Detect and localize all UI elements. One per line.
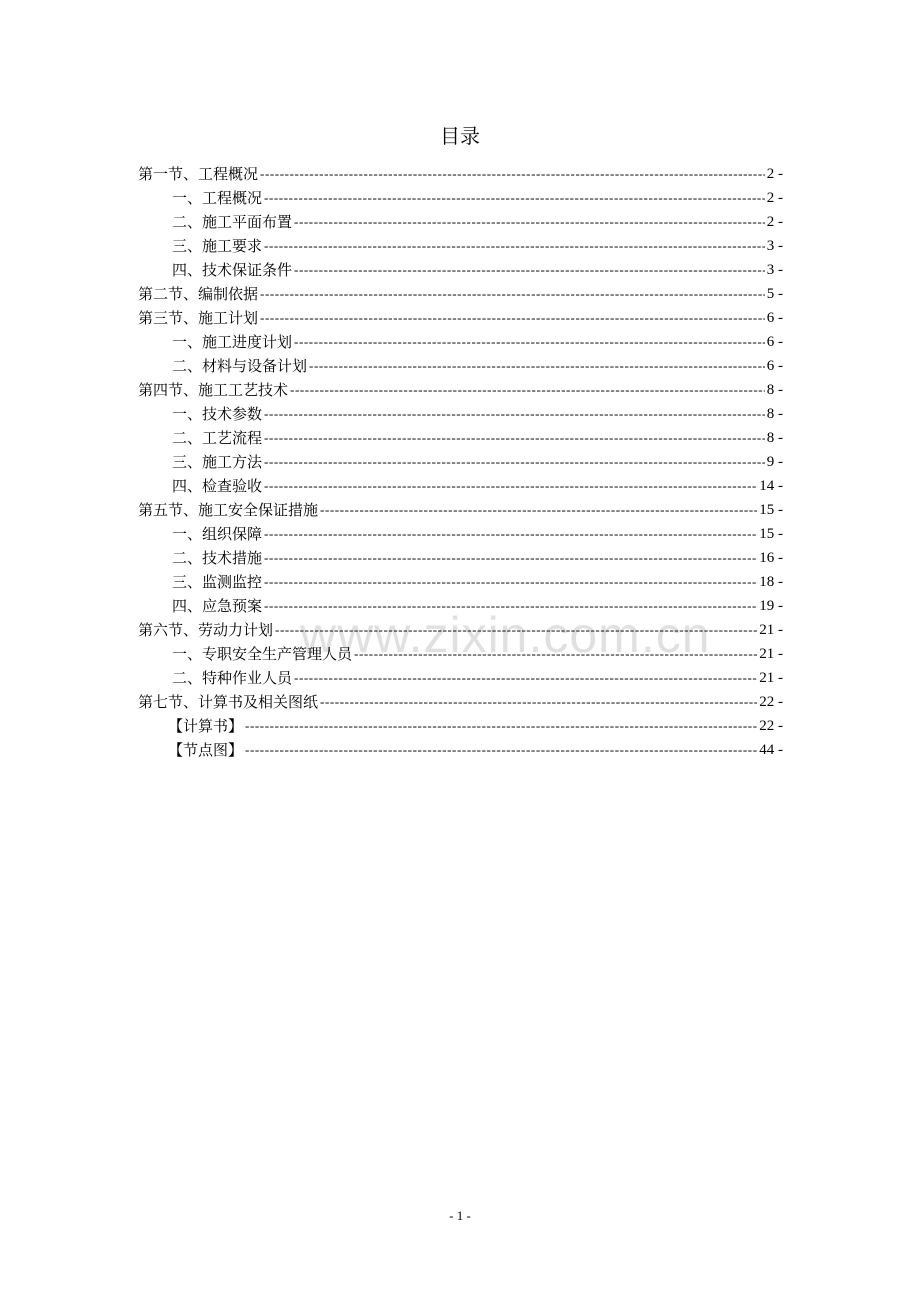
toc-entry-label: 【节点图】 <box>168 741 244 759</box>
toc-entry[interactable] <box>138 233 783 257</box>
toc-leader <box>264 523 757 545</box>
toc-entry[interactable] <box>138 617 783 641</box>
toc-leader <box>320 691 757 713</box>
toc-entry[interactable] <box>138 161 783 185</box>
toc-leader <box>260 307 765 329</box>
toc-entry-label: 一、组织保障 <box>172 525 263 543</box>
toc-page-number: 21 - <box>759 670 783 686</box>
toc-page-number: 3 - <box>766 262 783 278</box>
toc-entry-label: 第三节、施工计划 <box>138 309 259 327</box>
toc-entry-label: 一、工程概况 <box>172 189 263 207</box>
toc-entry[interactable] <box>138 257 783 281</box>
toc-leader <box>320 499 757 521</box>
toc-leader <box>294 667 757 689</box>
toc-entry[interactable] <box>138 545 783 569</box>
toc-entry[interactable] <box>138 521 783 545</box>
toc-entry-label: 四、技术保证条件 <box>172 261 293 279</box>
toc-entry[interactable] <box>138 593 783 617</box>
toc-entry[interactable] <box>138 329 783 353</box>
toc-entry-label: 二、施工平面布置 <box>172 213 293 231</box>
toc-entry-label: 一、技术参数 <box>172 405 263 423</box>
toc-entry-label: 三、监测监控 <box>172 573 263 591</box>
toc-entry-label: 第四节、施工工艺技术 <box>138 381 289 399</box>
toc-page-number: 16 - <box>759 550 783 566</box>
toc-entry-label: 二、工艺流程 <box>172 429 263 447</box>
toc-page-number: 8 - <box>766 382 783 398</box>
toc-page-number: 19 - <box>759 598 783 614</box>
toc-page-number: 15 - <box>759 526 783 542</box>
toc-entry-label: 第一节、工程概况 <box>138 165 259 183</box>
toc-page-number: 8 - <box>766 430 783 446</box>
toc-leader <box>260 163 765 185</box>
toc-page-number: 2 - <box>766 190 783 206</box>
toc-entry[interactable] <box>138 209 783 233</box>
toc-leader <box>264 403 765 425</box>
toc-entry[interactable] <box>138 689 783 713</box>
toc-entry[interactable] <box>138 473 783 497</box>
toc-page-number: 6 - <box>766 334 783 350</box>
toc-page-number: 8 - <box>766 406 783 422</box>
toc-leader <box>245 715 757 737</box>
toc-entry[interactable] <box>138 569 783 593</box>
toc-page-number: 15 - <box>759 502 783 518</box>
toc-entry[interactable] <box>138 641 783 665</box>
toc-page-number: 6 - <box>766 358 783 374</box>
toc-leader <box>290 379 765 401</box>
toc-leader <box>264 475 757 497</box>
toc-page-number: 3 - <box>766 238 783 254</box>
toc-entry-label: 第六节、劳动力计划 <box>138 621 274 639</box>
toc-entry-label: 一、专职安全生产管理人员 <box>172 645 353 663</box>
toc-page-number: 9 - <box>766 454 783 470</box>
toc-page-number: 2 - <box>766 214 783 230</box>
toc-entry[interactable] <box>138 425 783 449</box>
toc-entry[interactable] <box>138 737 783 761</box>
toc-leader <box>264 187 765 209</box>
toc-page-number: 6 - <box>766 310 783 326</box>
toc-entry-label: 第二节、编制依据 <box>138 285 259 303</box>
toc-page-number: 5 - <box>766 286 783 302</box>
toc-entry[interactable] <box>138 665 783 689</box>
toc-entry[interactable] <box>138 713 783 737</box>
toc-entry[interactable] <box>138 185 783 209</box>
toc-page-number: 18 - <box>759 574 783 590</box>
toc-page-number: 21 - <box>759 622 783 638</box>
toc-entry-label: 第五节、施工安全保证措施 <box>138 501 319 519</box>
toc-entry-label: 第七节、计算书及相关图纸 <box>138 693 319 711</box>
toc-leader <box>264 595 757 617</box>
toc-leader <box>264 571 757 593</box>
toc-entry[interactable] <box>138 449 783 473</box>
toc-leader <box>264 427 765 449</box>
toc-leader <box>354 643 757 665</box>
toc-entry-label: 【计算书】 <box>168 717 244 735</box>
toc-entry-label: 四、应急预案 <box>172 597 263 615</box>
toc-page-number: 14 - <box>759 478 783 494</box>
toc-leader <box>309 355 765 377</box>
page-footer-number: - 1 - <box>449 1208 471 1223</box>
toc-entry-label: 二、技术措施 <box>172 549 263 567</box>
toc-leader <box>264 547 757 569</box>
toc-entry[interactable] <box>138 305 783 329</box>
toc-entry-label: 三、施工要求 <box>172 237 263 255</box>
toc-leader <box>294 331 765 353</box>
toc-entry[interactable] <box>138 401 783 425</box>
toc-leader <box>294 211 765 233</box>
toc-entry[interactable] <box>138 353 783 377</box>
toc-leader <box>294 259 765 281</box>
toc-page-number: 44 - <box>759 742 783 758</box>
toc-entry[interactable] <box>138 497 783 521</box>
toc-entry[interactable] <box>138 377 783 401</box>
toc-title: 目录 <box>440 124 480 148</box>
watermark: www.zixin.com.cn <box>300 607 711 663</box>
toc-page-number: 2 - <box>766 166 783 182</box>
table-of-contents <box>138 161 783 761</box>
toc-leader <box>264 451 765 473</box>
toc-leader <box>260 283 765 305</box>
toc-entry-label: 四、检查验收 <box>172 477 263 495</box>
toc-entry-label: 二、材料与设备计划 <box>172 357 308 375</box>
toc-leader <box>264 235 765 257</box>
toc-page-number: 21 - <box>759 646 783 662</box>
toc-entry-label: 三、施工方法 <box>172 453 263 471</box>
toc-page-number: 22 - <box>759 694 783 710</box>
toc-leader <box>245 739 757 761</box>
toc-entry-label: 二、特种作业人员 <box>172 669 293 687</box>
toc-page-number: 22 - <box>759 718 783 734</box>
toc-entry[interactable] <box>138 281 783 305</box>
toc-leader <box>275 619 757 641</box>
toc-entry-label: 一、施工进度计划 <box>172 333 293 351</box>
